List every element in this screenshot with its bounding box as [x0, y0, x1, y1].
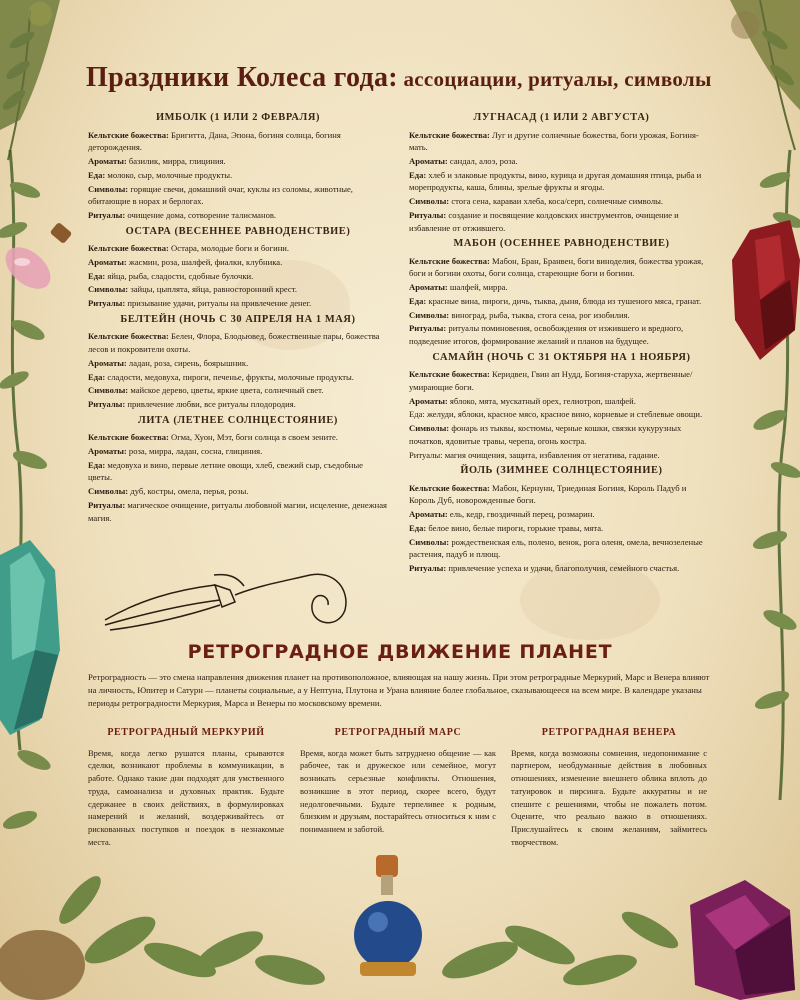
- sabbat-entry: [409, 522, 714, 535]
- entry-label: Ритуалы:: [88, 209, 126, 220]
- entry-text: привлечение успеха и удачи, благополучия, семейного счастья.: [446, 563, 680, 573]
- sabbat-entry: [88, 256, 388, 269]
- entry-text: хлеб и злаковые продукты, вино, курица и другая домашняя птица, рыба и морепродукты, каша, блины, зрелые фрукты и ягоды.: [409, 169, 702, 193]
- teal-crystal-icon: [0, 540, 60, 735]
- entry-text: рождественская ель, полено, венок, рога оленя, омела, вечнозеленые растения, падуб и плющ.: [409, 536, 703, 560]
- entry-text: привлечение любви, все ритуалы плодородия.: [125, 399, 296, 410]
- amethyst-crystal-icon: [690, 880, 795, 1000]
- entry-label: Ароматы:: [88, 256, 127, 267]
- entry-text: зайцы, цыплята, яйца, равносторонний крест.: [128, 284, 297, 295]
- sabbat-entry: [409, 322, 714, 347]
- entry-label: Еда:: [88, 459, 106, 470]
- sabbat-entry: [409, 508, 714, 521]
- entry-text: Остара, молодые боги и богини.: [168, 243, 290, 254]
- sabbat-entry: [88, 330, 388, 355]
- sabbat-entry: [88, 155, 388, 168]
- title-subtitle: ассоциации, ритуалы, символы: [397, 67, 712, 91]
- entry-text: Луг и другие солнечные божества, боги урожая, Богиня-мать.: [409, 129, 699, 153]
- sabbat-heading: МАБОН (ОСЕННЕЕ РАВНОДЕНСТВИЕ): [453, 238, 670, 250]
- entry-label: Ритуалы:: [409, 209, 447, 220]
- blue-potion-icon: [354, 855, 422, 976]
- sabbat-entry: [88, 357, 388, 370]
- entry-text: виноград, рыба, тыква, стога сена, рог изобилия.: [449, 309, 630, 320]
- entry-text: ритуалы поминовения, освобождения от изжившего и вредного, подведение итогов, формирование желаний и планов на будущее.: [409, 323, 684, 346]
- sabbat-entry: [409, 281, 714, 294]
- mercury-column: [88, 727, 284, 848]
- sabbat-entry: [88, 371, 388, 384]
- entry-label: Символы:: [409, 196, 450, 207]
- entry-text: яйца, рыба, сладости, сдобные булочки.: [105, 270, 254, 281]
- sabbat-entry: [409, 482, 714, 507]
- entry-label: Еда:: [88, 371, 106, 382]
- entry-text: молоко, сыр, молочные продукты.: [105, 169, 233, 180]
- venus-text: Время, когда возможны сомнения, недопонимание с партнером, необдуманные действия в любовных отношениях, изменение внешнего облика вплоть до татуировок и пирсинга. Будьте аккуратны и не спешите с решениями, чтобы не пожалеть потом. Оцените, что реально важно в отношениях. Прислушайтесь к своим желаниям, займитесь творчеством.: [511, 747, 707, 847]
- sabbat-entry: [409, 422, 714, 447]
- entry-label: Символы:: [88, 385, 129, 396]
- entry-label: Кельтские божества:: [409, 255, 490, 266]
- entry-label: Ароматы:: [88, 155, 127, 166]
- venus-column: [511, 727, 707, 848]
- mercury-heading: РЕТРОГРАДНЫЙ МЕРКУРИЙ: [107, 727, 265, 738]
- leaves-bottom-left-icon: [0, 871, 328, 1000]
- entry-text: Бригитта, Дана, Эпона, богиня солнца, богиня деторождения.: [88, 129, 341, 153]
- entry-label: Символы:: [409, 309, 450, 320]
- page-title: [86, 62, 726, 94]
- sabbat-entry: [88, 283, 388, 296]
- sabbat-entry: [88, 209, 388, 222]
- sabbat-entry: [88, 431, 388, 444]
- sabbat-heading: БЕЛТЕЙН (НОЧЬ С 30 АПРЕЛЯ НА 1 МАЯ): [120, 313, 356, 325]
- entry-text: яблоко, мята, мускатный орех, гелиотроп, шалфей.: [447, 395, 636, 406]
- sabbat-heading: ИМБОЛК (1 ИЛИ 2 ФЕВРАЛЯ): [155, 112, 321, 123]
- entry-text: Мабон, Бран, Бранвен, боги виноделия, божества урожая, боги и богини охоты, боги солнца, стареющие боги и богини.: [409, 255, 704, 279]
- entry-label: Символы:: [88, 284, 129, 295]
- entry-text: белое вино, белые пироги, горькие травы, мята.: [426, 522, 604, 533]
- mars-column: [300, 727, 496, 836]
- sabbat-heading: ЙОЛЬ (ЗИМНЕЕ СОЛНЦЕСТОЯНИЕ): [460, 465, 663, 477]
- entry-text: роза, мирра, ладан, сосна, глициния.: [126, 446, 263, 457]
- sabbat-entry: [88, 459, 388, 484]
- leaves-bottom-right-icon: [438, 905, 683, 991]
- sabbat-entry: [409, 408, 714, 421]
- venus-heading: РЕТРОГРАДНАЯ ВЕНЕРА: [541, 727, 677, 738]
- fern-top-left-icon: [0, 0, 60, 160]
- entry-label: Символы:: [409, 423, 450, 434]
- entry-label: Ароматы:: [409, 509, 448, 520]
- entry-text: Ритуалы: магия очищения, защита, избавления от негатива, гадание.: [409, 449, 660, 460]
- mars-heading: РЕТРОГРАДНЫЙ МАРС: [334, 727, 462, 738]
- sabbat-heading: ЛИТА (ЛЕТНЕЕ СОЛНЦЕСТОЯНИЕ): [138, 414, 338, 426]
- sabbats-left-column: [88, 108, 388, 525]
- ruby-crystal-icon: [732, 220, 800, 360]
- entry-label: Ароматы:: [409, 155, 448, 166]
- entry-label: Кельтские божества:: [88, 243, 169, 254]
- entry-label: Еда:: [88, 270, 106, 281]
- title-main: Праздники Колеса года:: [86, 62, 398, 93]
- entry-text: создание и посвящение колдовских инструментов, очищение и избавление от отжившего.: [409, 209, 679, 233]
- entry-text: медовуха и вино, первые летние овощи, хлеб, свежий сыр, съедобные цветы.: [88, 459, 363, 483]
- retrograde-intro: Ретроградность — это смена направления движения планет на противоположное, влияющая на нашу жизнь. При этом ретроградные Меркурий, Марс и Венера влияют на личность, Юпитер и Сатурн — планеты социальные, а у Нептуна, Плутона и Урана влияние более глобальное, сказывающееся на всем мире. В календаре указаны периоды ретроградности Меркурия, Марса и Венеры по московскому времени.: [88, 672, 710, 708]
- entry-label: Ароматы:: [88, 357, 127, 368]
- sabbat-heading: ЛУГНАСАД (1 ИЛИ 2 АВГУСТА): [473, 112, 650, 123]
- entry-text: майское дерево, цветы, яркие цвета, солнечный свет.: [128, 385, 324, 396]
- entry-text: сандал, алоэ, роза.: [447, 155, 518, 166]
- entry-label: Символы:: [88, 183, 129, 194]
- fern-top-right-icon: [730, 0, 800, 150]
- sabbats-right-column: [409, 108, 714, 576]
- entry-text: стога сена, караваи хлеба, коса/серп, солнечные символы.: [449, 196, 664, 207]
- sabbat-entry: [409, 169, 714, 194]
- entry-label: Ритуалы:: [88, 298, 126, 309]
- sabbat-entry: [409, 129, 714, 154]
- entry-label: Еда:: [409, 522, 427, 533]
- entry-text: Мабон, Кернунн, Триединая Богиня, Король Падуб и Король Дуб, новорожденные боги.: [409, 482, 687, 506]
- sabbat-entry: [88, 445, 388, 458]
- entry-text: ель, кедр, гвоздичный перец, розмарин.: [447, 509, 595, 520]
- sabbat-entry: [409, 395, 714, 408]
- mercury-text: Время, когда легко рушатся планы, срываются сделки, возникают проблемы в коммуникации, в работе. Однако такие дни подходят для умственного труда, самоанализа и духовных практик. Будьте сдержанее в своих действиях, в формулировках намерений и желаний, воздерживайтесь от рискованных поступков и поездок в незнакомые места.: [88, 747, 284, 847]
- entry-label: Символы:: [88, 486, 129, 497]
- entry-text: Керидвен, Гвин ап Нудд, Богиня-старуха, жертвенные/умирающие боги.: [409, 369, 693, 392]
- entry-label: Ароматы:: [409, 282, 448, 293]
- entry-text: Еда: желуди, яблоки, красное мясо, красное вино, корневые и стеблевые овощи.: [409, 409, 703, 420]
- sabbat-entry: [88, 169, 388, 182]
- broom-sketch-icon: [105, 574, 346, 630]
- sabbat-entry: [409, 309, 714, 322]
- sabbat-entry: [409, 209, 714, 234]
- sabbat-entry: [409, 536, 714, 561]
- sabbat-entry: [409, 295, 714, 308]
- entry-text: фонарь из тыквы, костюмы, черные кошки, связки кукурузных початков, ядовитые травы, черепа, огонь костра.: [409, 423, 682, 446]
- sabbat-entry: [88, 485, 388, 498]
- sabbat-entry: [88, 270, 388, 283]
- entry-text: Огма, Хуон, Мэт, боги солнца в своем зените.: [168, 432, 338, 443]
- sabbat-entry: [409, 155, 714, 168]
- entry-text: красные вина, пироги, дичь, тыква, дыня, блюда из тушеного мяса, гранат.: [426, 295, 702, 306]
- sabbat-entry: [409, 449, 714, 462]
- sabbat-entry: [409, 195, 714, 208]
- entry-label: Еда:: [88, 169, 106, 180]
- sabbat-entry: [409, 255, 714, 280]
- sabbat-entry: [88, 297, 388, 310]
- entry-text: базилик, мирра, глициния.: [126, 155, 226, 166]
- entry-label: Еда:: [409, 169, 427, 180]
- entry-text: Белен, Флора, Блодьювед, божественные пары, божества лесов и покровители охоты.: [88, 331, 380, 354]
- entry-label: Кельтские божества:: [409, 482, 490, 493]
- entry-label: Ритуалы:: [88, 500, 126, 511]
- sabbat-entry: [88, 398, 388, 411]
- entry-label: Кельтские божества:: [88, 331, 169, 342]
- entry-label: Ритуалы:: [409, 323, 447, 334]
- sabbat-entry: [88, 384, 388, 397]
- entry-text: шалфей, мирра.: [447, 282, 508, 293]
- entry-text: ладан, роза, сирень, боярышник.: [126, 357, 249, 368]
- entry-text: призывание удачи, ритуалы на привлечение денег.: [125, 298, 312, 309]
- entry-text: магическое очищение, ритуалы любовной магии, исцеление, денежная магия.: [88, 500, 387, 523]
- sabbat-entry: [88, 129, 388, 154]
- entry-label: Ритуалы:: [88, 399, 126, 410]
- sabbat-entry: [88, 499, 388, 524]
- entry-label: Ритуалы:: [409, 563, 447, 573]
- entry-label: Кельтские божества:: [409, 129, 490, 140]
- entry-text: жасмин, роза, шалфей, фиалки, клубника.: [126, 256, 283, 267]
- sabbat-entry: [88, 242, 388, 255]
- entry-label: Кельтские божества:: [409, 369, 490, 380]
- mars-text: Время, когда может быть затруднено общение — как рабочее, так и дружеское или семейное, могут возникать серьезные конфликты. Отношения, возникшие в этот период, скорее всего, будут недолговечными. Будьте терпеливее к родным, близким и друзьям, постарайтесь относиться к ним с пониманием и заботой.: [300, 747, 496, 834]
- sabbat-heading: ОСТАРА (ВЕСЕННЕЕ РАВНОДЕНСТВИЕ): [125, 225, 351, 237]
- sabbat-entry: [88, 183, 388, 208]
- entry-text: сладости, медовуха, пироги, печенье, фрукты, молочные продукты.: [105, 371, 354, 382]
- entry-label: Кельтские божества:: [88, 129, 169, 140]
- sabbat-entry: [409, 368, 714, 393]
- sabbat-entry: [409, 562, 714, 575]
- entry-label: Ароматы:: [409, 395, 448, 406]
- entry-text: горящие свечи, домашний очаг, куклы из соломы, животные, обитающие в норах и берлогах.: [88, 183, 353, 207]
- retrograde-heading: РЕТРОГРАДНОЕ ДВИЖЕНИЕ ПЛАНЕТ: [187, 641, 613, 663]
- entry-label: Кельтские божества:: [88, 432, 169, 443]
- entry-text: дуб, костры, омела, перья, розы.: [128, 486, 249, 497]
- entry-label: Символы:: [409, 536, 450, 547]
- entry-label: Ароматы:: [88, 446, 127, 457]
- entry-text: очищение дома, сотворение талисманов.: [125, 209, 277, 220]
- entry-label: Еда:: [409, 295, 427, 306]
- sabbat-heading: САМАЙН (НОЧЬ С 31 ОКТЯБРЯ НА 1 НОЯБРЯ): [432, 351, 691, 363]
